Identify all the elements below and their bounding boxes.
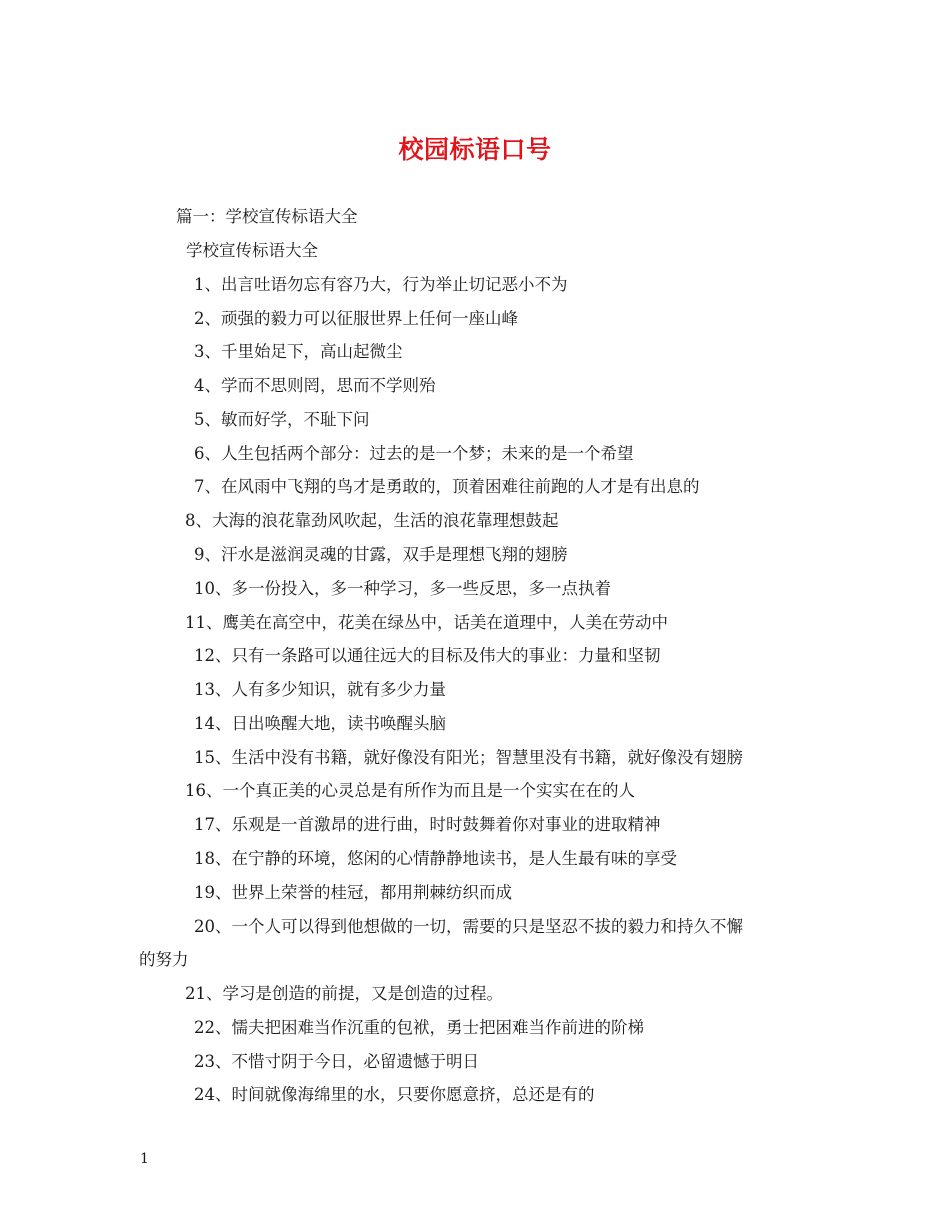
list-item: 24、时间就像海绵里的水，只要你愿意挤，总还是有的 [194, 1085, 595, 1104]
list-item: 10、多一份投入，多一种学习，多一些反思，多一点执着 [194, 579, 611, 598]
list-item: 7、在风雨中飞翔的鸟才是勇敢的，顶着困难往前跑的人才是有出息的 [194, 477, 700, 496]
list-item: 11、鹰美在高空中，花美在绿丛中，话美在道理中，人美在劳动中 [185, 613, 668, 632]
list-item: 16、一个真正美的心灵总是有所作为而且是一个实实在在的人 [185, 781, 635, 800]
list-item: 4、学而不思则罔，思而不学则殆 [194, 376, 436, 395]
list-item: 3、千里始足下，高山起微尘 [194, 342, 403, 361]
list-item: 13、人有多少知识，就有多少力量 [194, 680, 446, 699]
list-item: 5、敏而好学，不耻下问 [194, 410, 370, 429]
list-item: 20、一个人可以得到他想做的一切，需要的只是坚忍不拔的毅力和持久不懈 [194, 917, 743, 936]
list-item: 1、出言吐语勿忘有容乃大，行为举止切记恶小不为 [194, 275, 568, 294]
list-item: 6、人生包括两个部分：过去的是一个梦；未来的是一个希望 [194, 444, 634, 463]
list-item: 15、生活中没有书籍，就好像没有阳光；智慧里没有书籍，就好像没有翅膀 [194, 748, 743, 767]
document-title: 校园标语口号 [398, 135, 552, 164]
list-item: 8、大海的浪花靠劲风吹起，生活的浪花靠理想鼓起 [185, 511, 559, 530]
list-item: 17、乐观是一首激昂的进行曲，时时鼓舞着你对事业的进取精神 [194, 815, 661, 834]
list-item: 21、学习是创造的前提，又是创造的过程。 [185, 984, 503, 1003]
section-heading: 篇一：学校宣传标语大全 [176, 207, 358, 226]
list-item: 12、只有一条路可以通往远大的目标及伟大的事业：力量和坚韧 [194, 646, 661, 665]
page-number: 1 [140, 1151, 149, 1167]
list-item: 23、不惜寸阴于今日，必留遗憾于明日 [194, 1052, 479, 1071]
list-item: 18、在宁静的环境，悠闲的心情静静地读书，是人生最有味的享受 [194, 849, 677, 868]
subheading: 学校宣传标语大全 [186, 241, 318, 260]
list-item: 14、日出唤醒大地，读书唤醒头脑 [194, 714, 446, 733]
list-item: 2、顽强的毅力可以征服世界上任何一座山峰 [194, 309, 518, 328]
list-item: 19、世界上荣誉的桂冠，都用荆棘纺织而成 [194, 883, 512, 902]
list-item-continuation: 的努力 [139, 950, 189, 969]
list-item: 22、懦夫把困难当作沉重的包袱，勇士把困难当作前进的阶梯 [194, 1018, 644, 1037]
list-item: 9、汗水是滋润灵魂的甘露，双手是理想飞翔的翅膀 [194, 545, 568, 564]
